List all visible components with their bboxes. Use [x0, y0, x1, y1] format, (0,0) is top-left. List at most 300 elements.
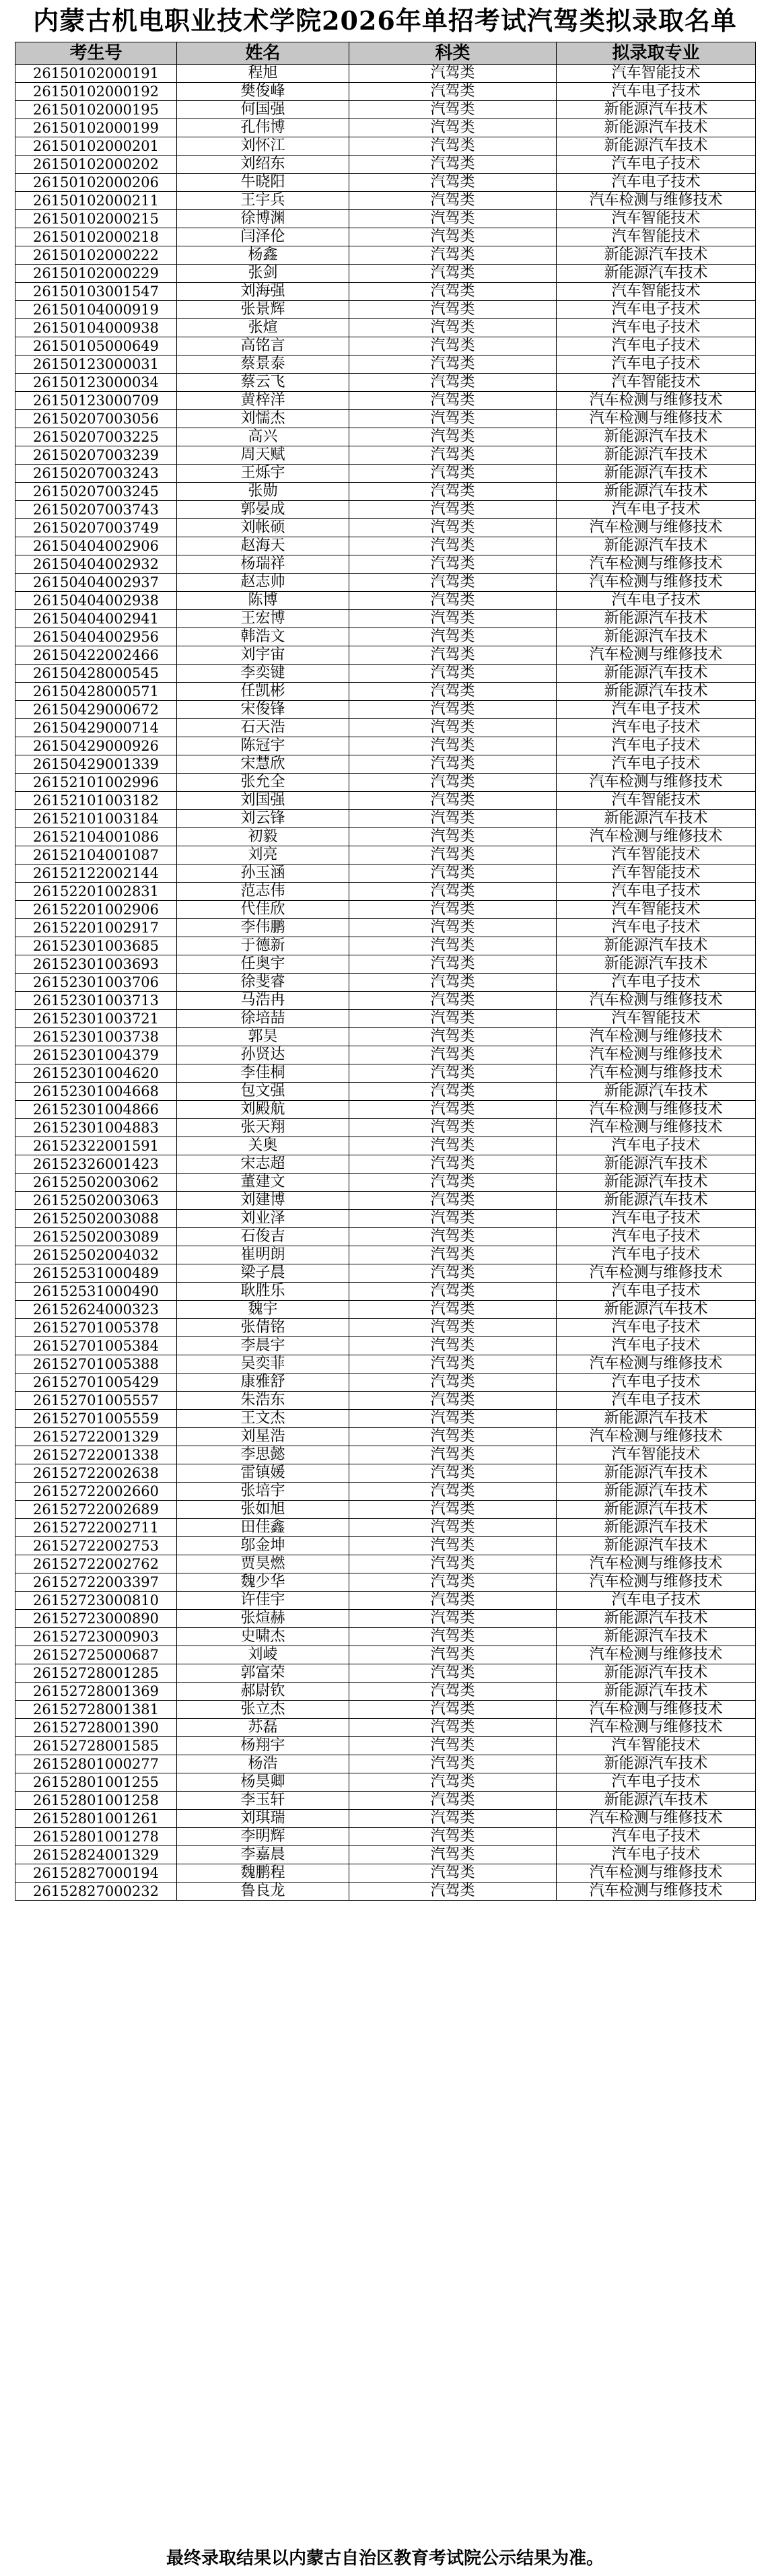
- exam-number-cell: 26152701005557: [15, 1392, 177, 1410]
- category-cell: 汽驾类: [349, 1664, 557, 1683]
- exam-number-cell: 26152301004668: [15, 1083, 177, 1101]
- table-row: [15, 1228, 756, 1246]
- name-cell: 孙玉涵: [177, 865, 349, 883]
- exam-number-cell: 26152722002711: [15, 1519, 177, 1537]
- header-category: 科类: [349, 42, 557, 65]
- major-cell: 新能源汽车技术: [557, 1155, 756, 1174]
- category-cell: 汽驾类: [349, 1283, 557, 1301]
- category-cell: 汽驾类: [349, 1174, 557, 1192]
- table-row: [15, 428, 756, 446]
- exam-number-cell: 26150102000201: [15, 137, 177, 156]
- exam-number-cell: 26150404002937: [15, 574, 177, 592]
- major-cell: 汽车检测与维修技术: [557, 1428, 756, 1446]
- exam-number-cell: 26150102000211: [15, 192, 177, 210]
- major-cell: 汽车检测与维修技术: [557, 1719, 756, 1737]
- table-row: [15, 101, 756, 119]
- category-cell: 汽驾类: [349, 1610, 557, 1628]
- major-cell: 汽车智能技术: [557, 283, 756, 301]
- name-cell: 崔明朗: [177, 1246, 349, 1264]
- table-row: [15, 374, 756, 392]
- category-cell: 汽驾类: [349, 1137, 557, 1155]
- name-cell: 刘星浩: [177, 1428, 349, 1446]
- category-cell: 汽驾类: [349, 955, 557, 974]
- major-cell: 汽车电子技术: [557, 1392, 756, 1410]
- major-cell: 汽车检测与维修技术: [557, 992, 756, 1010]
- table-row: [15, 265, 756, 283]
- table-row: [15, 1446, 756, 1464]
- table-row: [15, 701, 756, 719]
- major-cell: 新能源汽车技术: [557, 446, 756, 465]
- exam-number-cell: 26150404002932: [15, 555, 177, 574]
- table-row: [15, 1592, 756, 1610]
- table-row: [15, 1883, 756, 1901]
- name-cell: 高铭言: [177, 337, 349, 355]
- exam-number-cell: 26152201002831: [15, 883, 177, 901]
- table-body: [15, 65, 756, 1901]
- table-row: [15, 846, 756, 865]
- name-cell: 闫泽伦: [177, 228, 349, 246]
- major-cell: 汽车电子技术: [557, 1846, 756, 1864]
- exam-number-cell: 26152531000489: [15, 1264, 177, 1283]
- name-cell: 刘国强: [177, 792, 349, 810]
- major-cell: 汽车检测与维修技术: [557, 1646, 756, 1664]
- name-cell: 许佳宇: [177, 1592, 349, 1610]
- exam-number-cell: 26152502004032: [15, 1246, 177, 1264]
- category-cell: 汽驾类: [349, 919, 557, 937]
- category-cell: 汽驾类: [349, 665, 557, 683]
- name-cell: 张煊: [177, 319, 349, 337]
- name-cell: 郭昊: [177, 1028, 349, 1046]
- table-row: [15, 774, 756, 792]
- table-row: [15, 1192, 756, 1210]
- major-cell: 汽车电子技术: [557, 1319, 756, 1337]
- exam-number-cell: 26152722002762: [15, 1555, 177, 1573]
- category-cell: 汽驾类: [349, 1392, 557, 1410]
- table-row: [15, 483, 756, 501]
- table-row: [15, 1410, 756, 1428]
- category-cell: 汽驾类: [349, 1701, 557, 1719]
- name-cell: 石俊吉: [177, 1228, 349, 1246]
- name-cell: 程旭: [177, 65, 349, 83]
- category-cell: 汽驾类: [349, 1810, 557, 1828]
- major-cell: 新能源汽车技术: [557, 537, 756, 555]
- name-cell: 鲁良龙: [177, 1883, 349, 1901]
- name-cell: 郝尉钦: [177, 1683, 349, 1701]
- exam-number-cell: 26152502003089: [15, 1228, 177, 1246]
- table-row: [15, 1846, 756, 1864]
- name-cell: 杨昊卿: [177, 1773, 349, 1792]
- exam-number-cell: 26150123000031: [15, 355, 177, 374]
- category-cell: 汽驾类: [349, 592, 557, 610]
- exam-number-cell: 26152301003693: [15, 955, 177, 974]
- exam-number-cell: 26152728001285: [15, 1664, 177, 1683]
- category-cell: 汽驾类: [349, 355, 557, 374]
- table-row: [15, 1519, 756, 1537]
- name-cell: 蔡云飞: [177, 374, 349, 392]
- major-cell: 汽车检测与维修技术: [557, 192, 756, 210]
- table-row: [15, 610, 756, 628]
- table-row: [15, 228, 756, 246]
- category-cell: 汽驾类: [349, 83, 557, 101]
- category-cell: 汽驾类: [349, 1264, 557, 1283]
- table-row: [15, 592, 756, 610]
- table-row: [15, 1683, 756, 1701]
- major-cell: 汽车检测与维修技术: [557, 410, 756, 428]
- category-cell: 汽驾类: [349, 1210, 557, 1228]
- name-cell: 樊俊峰: [177, 83, 349, 101]
- category-cell: 汽驾类: [349, 283, 557, 301]
- major-cell: 新能源汽车技术: [557, 1192, 756, 1210]
- name-cell: 张景辉: [177, 301, 349, 319]
- exam-number-cell: 26152201002906: [15, 901, 177, 919]
- table-row: [15, 519, 756, 537]
- major-cell: 新能源汽车技术: [557, 955, 756, 974]
- category-cell: 汽驾类: [349, 755, 557, 774]
- category-cell: 汽驾类: [349, 337, 557, 355]
- major-cell: 新能源汽车技术: [557, 1610, 756, 1628]
- exam-number-cell: 26150207003239: [15, 446, 177, 465]
- category-cell: 汽驾类: [349, 610, 557, 628]
- major-cell: 汽车检测与维修技术: [557, 1028, 756, 1046]
- major-cell: 新能源汽车技术: [557, 483, 756, 501]
- category-cell: 汽驾类: [349, 1228, 557, 1246]
- exam-number-cell: 26150123000034: [15, 374, 177, 392]
- table-row: [15, 955, 756, 974]
- name-cell: 郭富荣: [177, 1664, 349, 1683]
- exam-number-cell: 26152827000232: [15, 1883, 177, 1901]
- table-row: [15, 974, 756, 992]
- category-cell: 汽驾类: [349, 228, 557, 246]
- name-cell: 宋俊锋: [177, 701, 349, 719]
- exam-number-cell: 26150123000709: [15, 392, 177, 410]
- major-cell: 汽车检测与维修技术: [557, 646, 756, 665]
- table-row: [15, 192, 756, 210]
- category-cell: 汽驾类: [349, 1337, 557, 1355]
- name-cell: 张勋: [177, 483, 349, 501]
- category-cell: 汽驾类: [349, 519, 557, 537]
- category-cell: 汽驾类: [349, 483, 557, 501]
- exam-number-cell: 26152728001369: [15, 1683, 177, 1701]
- name-cell: 张如旭: [177, 1501, 349, 1519]
- name-cell: 任凯彬: [177, 683, 349, 701]
- exam-number-cell: 26150429001339: [15, 755, 177, 774]
- major-cell: 汽车电子技术: [557, 156, 756, 174]
- exam-number-cell: 26150428000571: [15, 683, 177, 701]
- category-cell: 汽驾类: [349, 446, 557, 465]
- exam-number-cell: 26152502003088: [15, 1210, 177, 1228]
- table-row: [15, 1264, 756, 1283]
- table-row: [15, 319, 756, 337]
- major-cell: 新能源汽车技术: [557, 1483, 756, 1501]
- major-cell: 汽车电子技术: [557, 974, 756, 992]
- category-cell: 汽驾类: [349, 1355, 557, 1374]
- name-cell: 马浩冉: [177, 992, 349, 1010]
- major-cell: 汽车检测与维修技术: [557, 1119, 756, 1137]
- table-row: [15, 1610, 756, 1628]
- name-cell: 张允全: [177, 774, 349, 792]
- table-row: [15, 1174, 756, 1192]
- name-cell: 史啸杰: [177, 1628, 349, 1646]
- category-cell: 汽驾类: [349, 1501, 557, 1519]
- table-row: [15, 1083, 756, 1101]
- category-cell: 汽驾类: [349, 119, 557, 137]
- major-cell: 汽车电子技术: [557, 174, 756, 192]
- table-row: [15, 646, 756, 665]
- table-row: [15, 1301, 756, 1319]
- table-row: [15, 1483, 756, 1501]
- major-cell: 新能源汽车技术: [557, 137, 756, 156]
- name-cell: 孙贤达: [177, 1046, 349, 1064]
- major-cell: 汽车智能技术: [557, 901, 756, 919]
- category-cell: 汽驾类: [349, 319, 557, 337]
- category-cell: 汽驾类: [349, 1483, 557, 1501]
- table-row: [15, 301, 756, 319]
- name-cell: 李佳桐: [177, 1064, 349, 1083]
- table-row: [15, 1719, 756, 1737]
- table-row: [15, 1573, 756, 1592]
- name-cell: 黄梓洋: [177, 392, 349, 410]
- major-cell: 汽车电子技术: [557, 701, 756, 719]
- exam-number-cell: 26150207003056: [15, 410, 177, 428]
- name-cell: 刘怀江: [177, 137, 349, 156]
- major-cell: 汽车电子技术: [557, 1374, 756, 1392]
- major-cell: 汽车电子技术: [557, 501, 756, 519]
- exam-number-cell: 26152326001423: [15, 1155, 177, 1174]
- name-cell: 宋志超: [177, 1155, 349, 1174]
- category-cell: 汽驾类: [349, 410, 557, 428]
- major-cell: 汽车电子技术: [557, 883, 756, 901]
- category-cell: 汽驾类: [349, 974, 557, 992]
- table-row: [15, 1337, 756, 1355]
- name-cell: 赵海天: [177, 537, 349, 555]
- admission-table: [15, 42, 756, 1901]
- exam-number-cell: 26150102000222: [15, 246, 177, 265]
- major-cell: 新能源汽车技术: [557, 119, 756, 137]
- major-cell: 新能源汽车技术: [557, 1537, 756, 1555]
- major-cell: 新能源汽车技术: [557, 937, 756, 955]
- name-cell: 吴奕菲: [177, 1355, 349, 1374]
- exam-number-cell: 26152701005429: [15, 1374, 177, 1392]
- table-row: [15, 883, 756, 901]
- category-cell: 汽驾类: [349, 1010, 557, 1028]
- table-row: [15, 210, 756, 228]
- name-cell: 范志伟: [177, 883, 349, 901]
- table-row: [15, 1646, 756, 1664]
- exam-number-cell: 26152701005559: [15, 1410, 177, 1428]
- name-cell: 王宇兵: [177, 192, 349, 210]
- category-cell: 汽驾类: [349, 1192, 557, 1210]
- category-cell: 汽驾类: [349, 501, 557, 519]
- major-cell: 新能源汽车技术: [557, 265, 756, 283]
- category-cell: 汽驾类: [349, 1319, 557, 1337]
- exam-number-cell: 26152531000490: [15, 1283, 177, 1301]
- category-cell: 汽驾类: [349, 846, 557, 865]
- name-cell: 李明辉: [177, 1828, 349, 1846]
- table-row: [15, 1246, 756, 1264]
- category-cell: 汽驾类: [349, 701, 557, 719]
- name-cell: 陈博: [177, 592, 349, 610]
- exam-number-cell: 26152722002753: [15, 1537, 177, 1555]
- table-row: [15, 1028, 756, 1046]
- major-cell: 新能源汽车技术: [557, 683, 756, 701]
- name-cell: 牛晓阳: [177, 174, 349, 192]
- major-cell: 汽车电子技术: [557, 301, 756, 319]
- exam-number-cell: 26150207003243: [15, 465, 177, 483]
- major-cell: 汽车检测与维修技术: [557, 392, 756, 410]
- major-cell: 新能源汽车技术: [557, 810, 756, 828]
- major-cell: 新能源汽车技术: [557, 628, 756, 646]
- table-row: [15, 1792, 756, 1810]
- exam-number-cell: 26152722001329: [15, 1428, 177, 1446]
- category-cell: 汽驾类: [349, 1628, 557, 1646]
- name-cell: 杨翔宇: [177, 1737, 349, 1755]
- category-cell: 汽驾类: [349, 374, 557, 392]
- exam-number-cell: 26150429000714: [15, 719, 177, 737]
- name-cell: 徐博渊: [177, 210, 349, 228]
- major-cell: 汽车智能技术: [557, 1737, 756, 1755]
- name-cell: 苏磊: [177, 1719, 349, 1737]
- table-row: [15, 1101, 756, 1119]
- category-cell: 汽驾类: [349, 1592, 557, 1610]
- header-exam-number: 考生号: [15, 42, 177, 65]
- table-row: [15, 1501, 756, 1519]
- major-cell: 新能源汽车技术: [557, 1628, 756, 1646]
- category-cell: 汽驾类: [349, 1374, 557, 1392]
- major-cell: 汽车智能技术: [557, 1446, 756, 1464]
- name-cell: 梁子晨: [177, 1264, 349, 1283]
- category-cell: 汽驾类: [349, 1828, 557, 1846]
- exam-number-cell: 26152701005388: [15, 1355, 177, 1374]
- category-cell: 汽驾类: [349, 1755, 557, 1773]
- category-cell: 汽驾类: [349, 1864, 557, 1883]
- table-row: [15, 283, 756, 301]
- category-cell: 汽驾类: [349, 1083, 557, 1101]
- category-cell: 汽驾类: [349, 1446, 557, 1464]
- major-cell: 新能源汽车技术: [557, 1792, 756, 1810]
- category-cell: 汽驾类: [349, 1846, 557, 1864]
- exam-number-cell: 26150105000649: [15, 337, 177, 355]
- name-cell: 刘懦杰: [177, 410, 349, 428]
- name-cell: 刘海强: [177, 283, 349, 301]
- exam-number-cell: 26152301004620: [15, 1064, 177, 1083]
- table-row: [15, 83, 756, 101]
- major-cell: 汽车电子技术: [557, 1592, 756, 1610]
- table-row: [15, 1773, 756, 1792]
- name-cell: 李嘉晨: [177, 1846, 349, 1864]
- name-cell: 朱浩东: [177, 1392, 349, 1410]
- exam-number-cell: 26150207003749: [15, 519, 177, 537]
- table-row: [15, 1119, 756, 1137]
- category-cell: 汽驾类: [349, 1428, 557, 1446]
- exam-number-cell: 26152827000194: [15, 1864, 177, 1883]
- exam-number-cell: 26150102000199: [15, 119, 177, 137]
- major-cell: 新能源汽车技术: [557, 101, 756, 119]
- name-cell: 郭晏成: [177, 501, 349, 519]
- exam-number-cell: 26150102000195: [15, 101, 177, 119]
- exam-number-cell: 26152728001381: [15, 1701, 177, 1719]
- table-row: [15, 156, 756, 174]
- exam-number-cell: 26152723000903: [15, 1628, 177, 1646]
- category-cell: 汽驾类: [349, 1773, 557, 1792]
- table-row: [15, 246, 756, 265]
- name-cell: 刘帐硕: [177, 519, 349, 537]
- exam-number-cell: 26152502003062: [15, 1174, 177, 1192]
- major-cell: 汽车检测与维修技术: [557, 1883, 756, 1901]
- name-cell: 关奥: [177, 1137, 349, 1155]
- major-cell: 汽车检测与维修技术: [557, 1264, 756, 1283]
- category-cell: 汽驾类: [349, 774, 557, 792]
- category-cell: 汽驾类: [349, 1246, 557, 1264]
- exam-number-cell: 26150404002938: [15, 592, 177, 610]
- major-cell: 新能源汽车技术: [557, 1083, 756, 1101]
- name-cell: 杨鑫: [177, 246, 349, 265]
- table-row: [15, 1864, 756, 1883]
- exam-number-cell: 26150207003225: [15, 428, 177, 446]
- name-cell: 韩浩文: [177, 628, 349, 646]
- exam-number-cell: 26152122002144: [15, 865, 177, 883]
- major-cell: 新能源汽车技术: [557, 428, 756, 446]
- name-cell: 刘宇宙: [177, 646, 349, 665]
- major-cell: 汽车检测与维修技术: [557, 828, 756, 846]
- major-cell: 汽车电子技术: [557, 1228, 756, 1246]
- name-cell: 王文杰: [177, 1410, 349, 1428]
- exam-number-cell: 26150102000215: [15, 210, 177, 228]
- name-cell: 刘崚: [177, 1646, 349, 1664]
- table-row: [15, 719, 756, 737]
- category-cell: 汽驾类: [349, 192, 557, 210]
- category-cell: 汽驾类: [349, 628, 557, 646]
- category-cell: 汽驾类: [349, 65, 557, 83]
- category-cell: 汽驾类: [349, 1155, 557, 1174]
- name-cell: 刘殿航: [177, 1101, 349, 1119]
- category-cell: 汽驾类: [349, 301, 557, 319]
- major-cell: 汽车智能技术: [557, 865, 756, 883]
- exam-number-cell: 26152104001086: [15, 828, 177, 846]
- exam-number-cell: 26152301004883: [15, 1119, 177, 1137]
- exam-number-cell: 26150102000202: [15, 156, 177, 174]
- name-cell: 徐斐睿: [177, 974, 349, 992]
- name-cell: 刘琪瑞: [177, 1810, 349, 1828]
- table-row: [15, 992, 756, 1010]
- category-cell: 汽驾类: [349, 1410, 557, 1428]
- exam-number-cell: 26152725000687: [15, 1646, 177, 1664]
- name-cell: 魏少华: [177, 1573, 349, 1592]
- exam-number-cell: 26152502003063: [15, 1192, 177, 1210]
- exam-number-cell: 26152722002660: [15, 1483, 177, 1501]
- category-cell: 汽驾类: [349, 1464, 557, 1483]
- table-row: [15, 174, 756, 192]
- category-cell: 汽驾类: [349, 1537, 557, 1555]
- major-cell: 汽车电子技术: [557, 1337, 756, 1355]
- header-major: 拟录取专业: [557, 42, 756, 65]
- major-cell: 汽车电子技术: [557, 737, 756, 755]
- name-cell: 李晨宇: [177, 1337, 349, 1355]
- category-cell: 汽驾类: [349, 1046, 557, 1064]
- major-cell: 汽车检测与维修技术: [557, 555, 756, 574]
- exam-number-cell: 26152701005378: [15, 1319, 177, 1337]
- exam-number-cell: 26150207003743: [15, 501, 177, 519]
- exam-number-cell: 26152301004379: [15, 1046, 177, 1064]
- name-cell: 张剑: [177, 265, 349, 283]
- major-cell: 汽车智能技术: [557, 65, 756, 83]
- category-cell: 汽驾类: [349, 1573, 557, 1592]
- major-cell: 新能源汽车技术: [557, 1464, 756, 1483]
- category-cell: 汽驾类: [349, 174, 557, 192]
- table-row: [15, 1046, 756, 1064]
- name-cell: 李思懿: [177, 1446, 349, 1464]
- name-cell: 张天翔: [177, 1119, 349, 1137]
- category-cell: 汽驾类: [349, 265, 557, 283]
